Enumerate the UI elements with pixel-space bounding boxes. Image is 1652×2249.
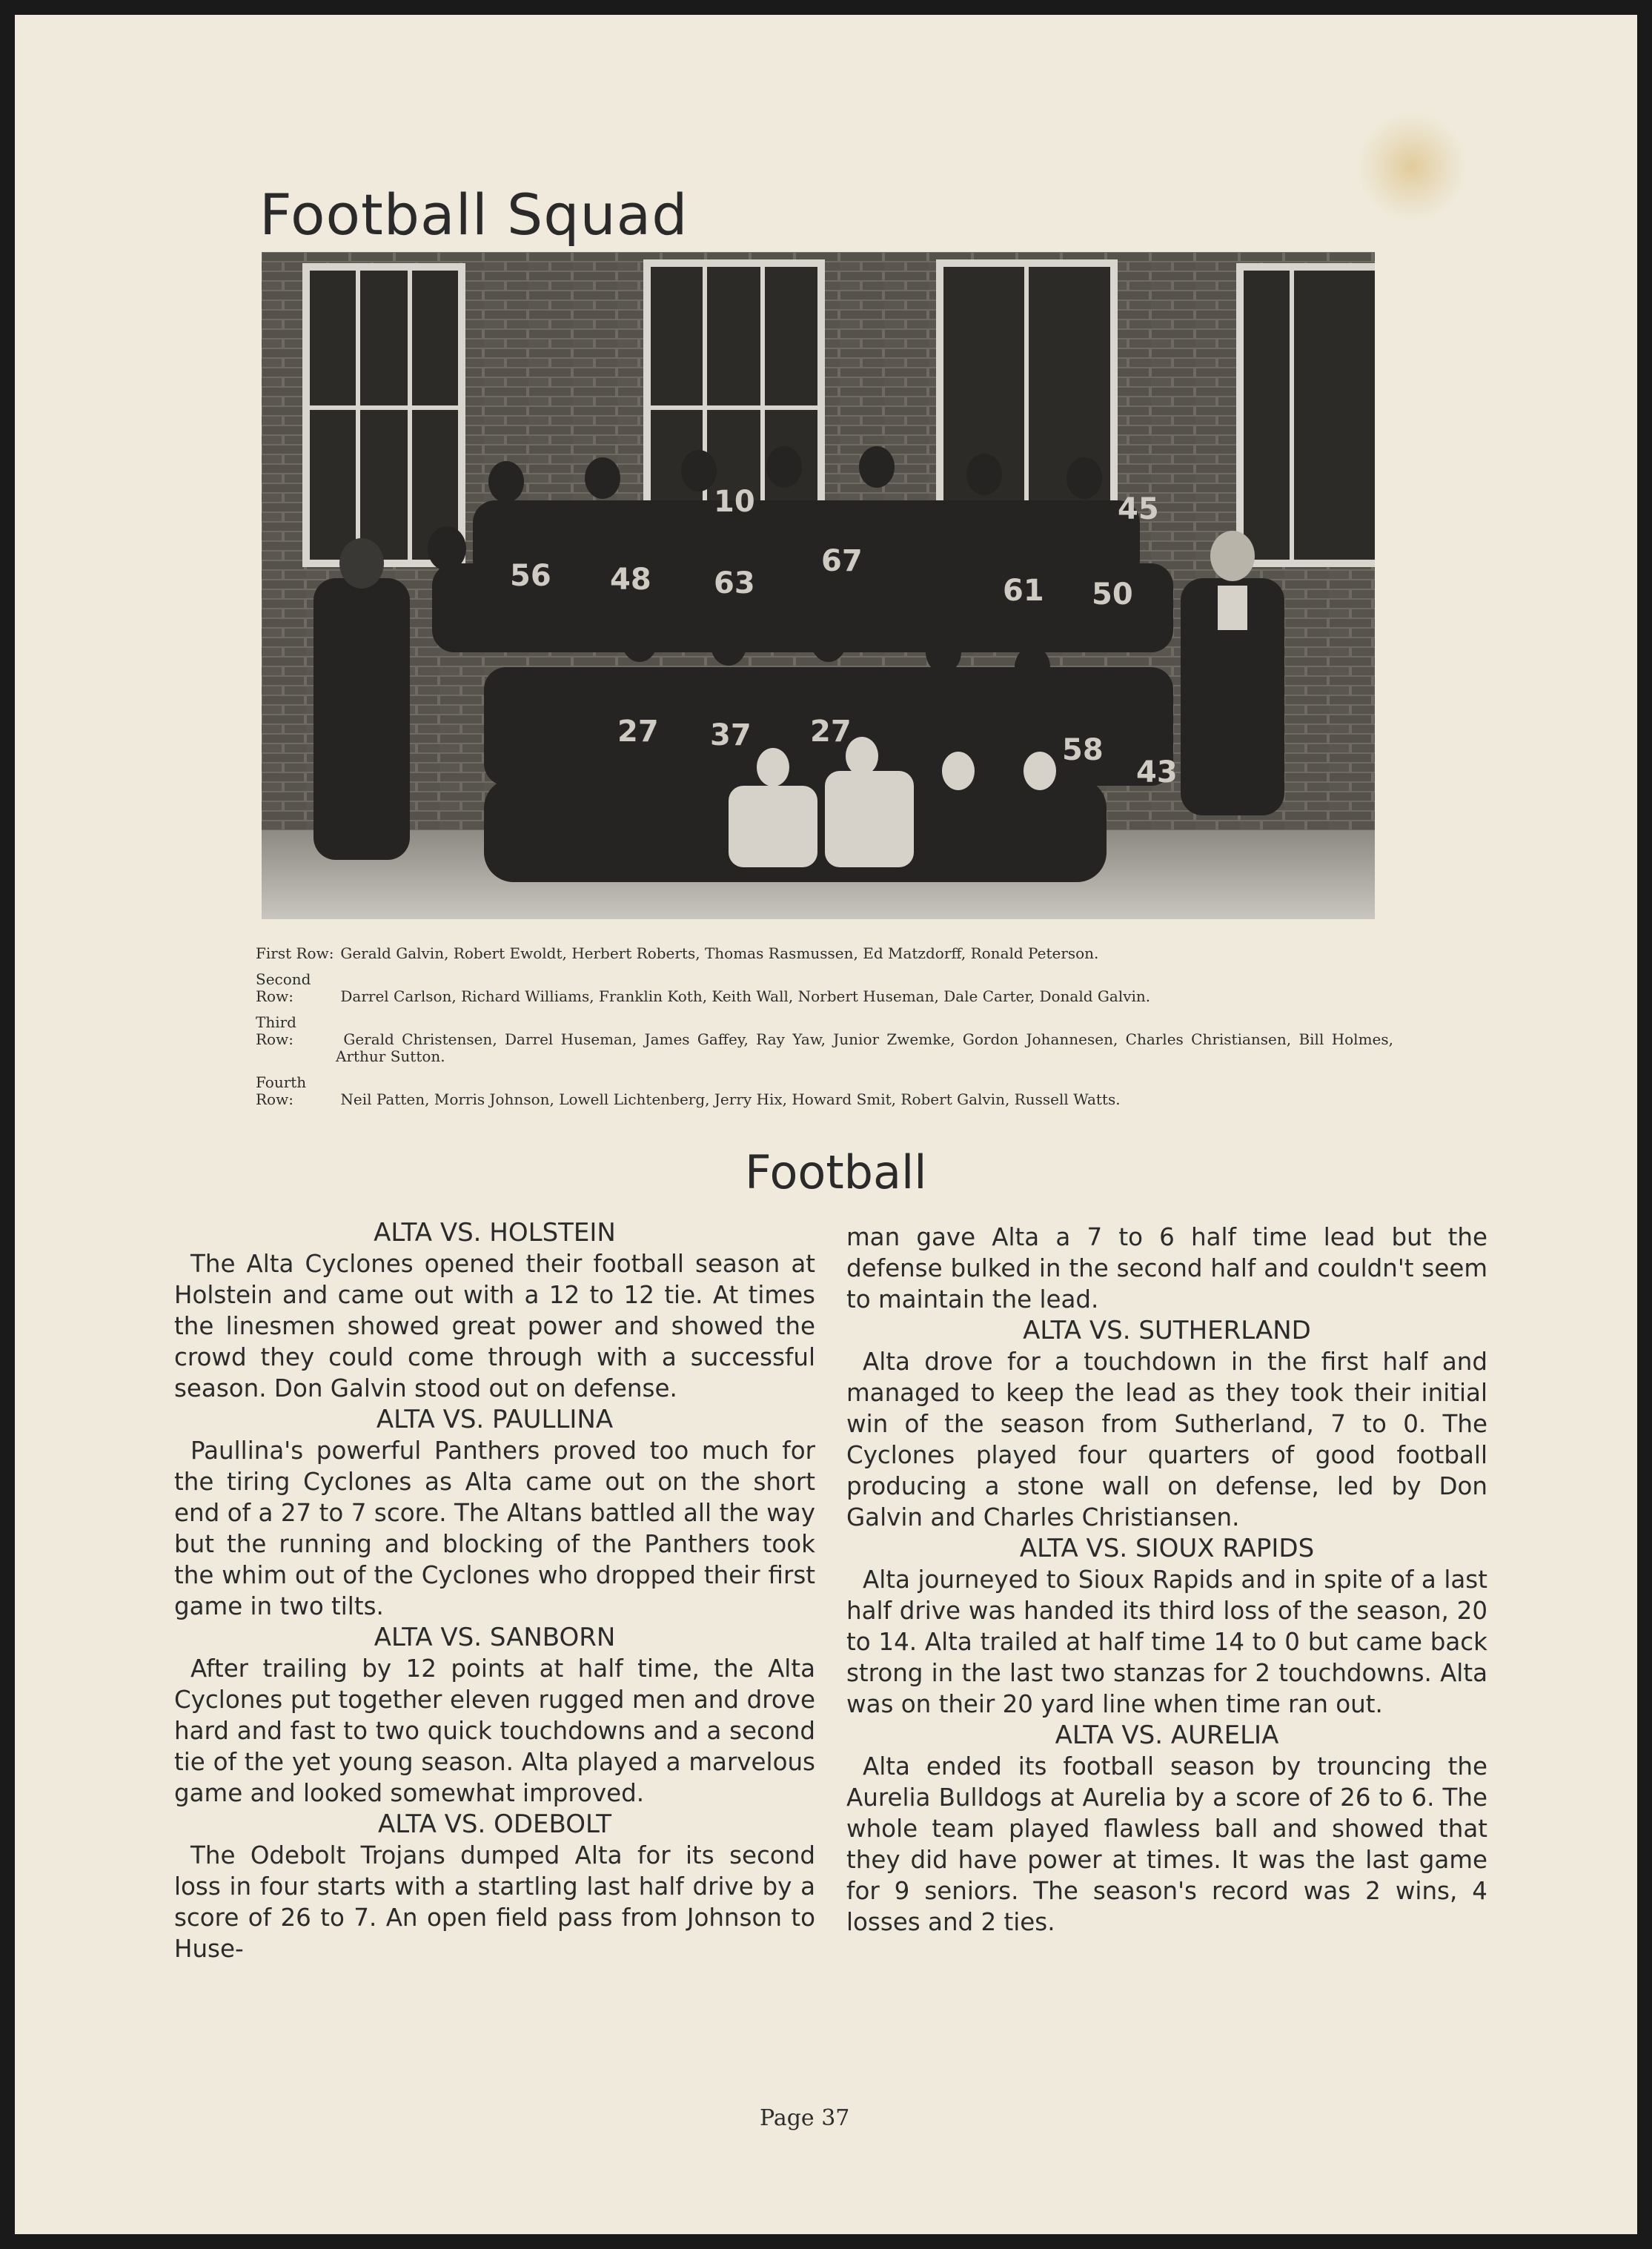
- section-title: Football: [745, 1145, 927, 1199]
- svg-text:27: 27: [810, 715, 852, 749]
- svg-text:43: 43: [1136, 755, 1178, 789]
- caption-row-names: Gerald Christensen, Darrel Huseman, James Gaffey, Ray Yaw, Junior Zwemke, Gordon Johannesen, Charles Christiansen, Bill Holmes, Arthur Sutton.: [336, 1030, 1393, 1065]
- caption-third-row: [256, 1014, 1393, 1065]
- svg-text:37: 37: [710, 718, 752, 752]
- game-title: ALTA VS. SANBORN: [374, 1623, 616, 1652]
- caption-row-names: Gerald Galvin, Robert Ewoldt, Herbert Roberts, Thomas Rasmussen, Ed Matzdorff, Ronald Peterson.: [340, 944, 1099, 962]
- game-recap-continuation: man gave Alta a 7 to 6 half time lead but the defense bulked in the second half and couldn't seem to maintain the lead.: [846, 1223, 1487, 1314]
- svg-text:56: 56: [510, 559, 551, 593]
- svg-text:58: 58: [1062, 733, 1104, 767]
- game-title: ALTA VS. HOLSTEIN: [374, 1218, 616, 1248]
- caption-row-label: Second Row:: [256, 970, 311, 1005]
- game-recap: The Odebolt Trojans dumped Alta for its second loss in four starts with a startling last half drive by a score of 26 to 7. An open field pass from Johnson to Huse-: [174, 1841, 815, 1963]
- svg-text:10: 10: [714, 485, 755, 519]
- svg-text:67: 67: [821, 544, 863, 578]
- caption-row-names: Darrel Carlson, Richard Williams, Franklin Koth, Keith Wall, Norbert Huseman, Dale Carter, Donald Galvin.: [340, 987, 1151, 1005]
- photo-caption: [256, 945, 1393, 1117]
- caption-row-label: First Row:: [256, 944, 334, 962]
- svg-text:50: 50: [1092, 577, 1133, 612]
- right-column: [846, 1222, 1487, 1938]
- svg-text:27: 27: [617, 715, 659, 749]
- left-column: [174, 1217, 815, 1964]
- yearbook-page: [15, 15, 1637, 2234]
- caption-fourth-row: [256, 1074, 1393, 1108]
- page-number: Page 37: [760, 2105, 850, 2131]
- game-recap: After trailing by 12 points at half time, the Alta Cyclones put together eleven rugged men and drove hard and fast to two quick touchdowns and a second tie of the yet young season. Alta played a marvelous game and looked somewhat improved.: [174, 1655, 815, 1807]
- svg-text:48: 48: [610, 563, 651, 597]
- game-recap: Alta journeyed to Sioux Rapids and in spite of a last half drive was handed its third loss of the season, 20 to 14. Alta trailed at half time 14 to 0 but came back strong in the last two stanzas for 2 touchdowns. Alta was on their 20 yard line when time ran out.: [846, 1566, 1487, 1718]
- caption-row-label: Third Row:: [256, 1013, 296, 1048]
- svg-text:45: 45: [1118, 492, 1159, 526]
- caption-first-row: [256, 945, 1393, 962]
- svg-text:63: 63: [714, 566, 755, 600]
- team-photo: [262, 252, 1375, 919]
- game-title: ALTA VS. AURELIA: [1055, 1720, 1279, 1750]
- caption-row-label: Fourth Row:: [256, 1073, 307, 1108]
- game-recap: Alta drove for a touchdown in the first half and managed to keep the lead as they took their initial win of the season from Sutherland, 7 to 0. The Cyclones played four quarters of good football producing a stone wall on defense, led by Don Galvin and Charles Christiansen.: [846, 1348, 1487, 1531]
- game-title: ALTA VS. ODEBOLT: [377, 1809, 612, 1839]
- game-recap: Paullina's powerful Panthers proved too much for the tiring Cyclones as Alta came out on the short end of a 27 to 7 score. The Altans battled all the way but the running and blocking of the Panthers took the whim out of the Cyclones who dropped their first game in two tilts.: [174, 1437, 815, 1620]
- caption-second-row: [256, 971, 1393, 1005]
- paper-stain: [1356, 111, 1467, 222]
- page-title: Football Squad: [259, 182, 689, 248]
- game-title: ALTA VS. SIOUX RAPIDS: [1019, 1534, 1315, 1563]
- svg-text:61: 61: [1003, 574, 1044, 608]
- game-title: ALTA VS. SUTHERLAND: [1023, 1316, 1311, 1345]
- game-recap: The Alta Cyclones opened their football season at Holstein and came out with a 12 to 12 tie. At times the linesmen showed great power and showed the crowd they could come through with a successful season. Don Galvin stood out on defense.: [174, 1250, 815, 1402]
- caption-row-names: Neil Patten, Morris Johnson, Lowell Lichtenberg, Jerry Hix, Howard Smit, Robert Galvin, Russell Watts.: [340, 1090, 1121, 1108]
- game-recap: Alta ended its football season by trouncing the Aurelia Bulldogs at Aurelia by a score of 26 to 6. The whole team played flawless ball and showed that they did have power at times. It was the last game for 9 seniors. The season's record was 2 wins, 4 losses and 2 ties.: [846, 1752, 1487, 1936]
- game-title: ALTA VS. PAULLINA: [376, 1405, 614, 1434]
